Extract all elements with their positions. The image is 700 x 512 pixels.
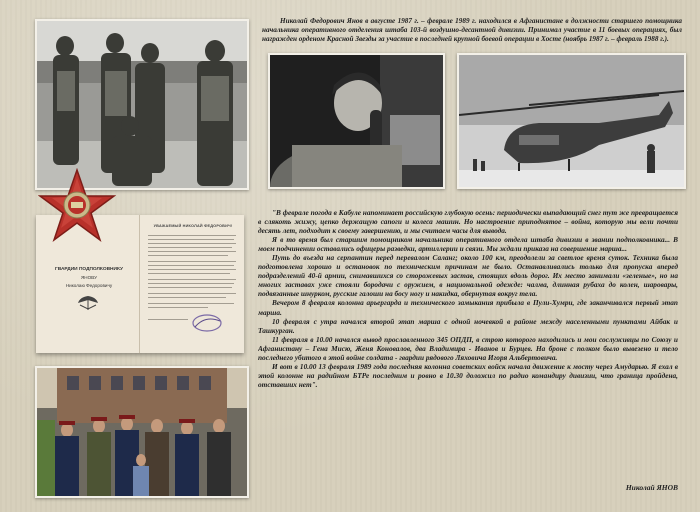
memoir-paragraph: 11 февраля в 10.00 начался вывод прославленного 345 ОПДП, в строю которого находились и мои сослуживцы по Союзу и Афганистану – Гена Мисю, Женя Коновалов, два Владимира - Иванов и Бурцев. На броне с полком было вывезено и тело последнего убитого в этой войне солдата - гвардии рядового Ляховича Игоря Альбертовича.	[258, 334, 678, 362]
memoir-text	[258, 208, 678, 484]
memoir-paragraph: "В феврале погода в Кабуле напоминает российскую глубокую осень: периодически выпадающий снег тут же превращается в слякоть жижу, цепко держащую сапоги и колеса машин. Но настроение приподнятое – война, которую мы вели почти десять лет, подходит к своему завершению, и мы считаем часы для вывода.	[258, 208, 678, 236]
certificate-heading: УВАЖАЕМЫЙ НИКОЛАЙ ФЕДОРОВИЧ!	[153, 224, 233, 228]
helicopter-photo	[457, 53, 686, 189]
certificate-given-names: Николаю Федоровичу	[65, 283, 113, 288]
veterans-color-photo	[35, 366, 249, 498]
soldiers-group-photo	[35, 19, 249, 190]
red-star-order-icon	[38, 168, 116, 244]
memoir-paragraph: 10 февраля с утра начался второй этап марша с одной ночевкой в районе между населенными пунктами Айбак и Ташкурган.	[258, 316, 678, 335]
memoir-paragraph: Я в то время был старшим помощником начальника оперативного отдела штаба дивизии в звании подполковника... В моем подчинении оставались офицеры разведки, артиллерии и связи. Мы ждали приказа на совершение марша...	[258, 235, 678, 254]
certificate-title: ГВАРДИИ ПОДПОЛКОВНИКУ	[55, 267, 123, 272]
intro-paragraph: Николай Федорович Янов в августе 1987 г. – феврале 1989 г. находился в Афганистане в должности старшего помощника начальника оперативного отделения штаба 103-й воздушно-десантной дивизии. Принимал участие в 11 боевых операциях, был награжден орденом Красной Звезды за участие в последней крупной боевой операции в Хосте (ноябрь 1987 г. – февраль 1988 г.).	[262, 17, 682, 44]
certificate-surname: ЯНОВУ	[80, 275, 98, 280]
certificate-letter	[140, 215, 244, 353]
stamp-seal-icon	[190, 313, 224, 333]
paratrooper-emblem-icon	[76, 295, 100, 311]
memoir-paragraph: Путь до въезда на серпантин перед перевалом Саланг; около 100 км, преодолели за светлое время суток. Техника была подготовлена хорошо и остановок по техническим причинам не было. Останавливались только для пропуска вперед подразделений 40-й армии, снимавшихся со сторожевых застав, стоящих вдоль дорог. Их место занимали «зеленые», но на многих заставах уже стояли бородачи с оружием, в национальной одежде: чалма, длинная рубаха до колен, шаровары, подвязанные шнурком, русские галоши на босу ногу и накидка, обернутая вокруг тела.	[258, 253, 678, 299]
memoir-paragraph: И вот в 10.00 13 февраля 1989 года последняя колонна советских войск начала движение к мосту через Амударью. Я ехал в этой колонне на радийном БТРе последним и ровно в 10.30 доложил по радио командиру дивизии, что граница пройдена, отставших нет".	[258, 361, 678, 389]
author-signature: Николай ЯНОВ	[625, 483, 678, 492]
memoir-paragraph: Вечером 8 февраля колонна арьергарда и технического замыкания прибыла в Пули-Хумри, где заканчивался первый этап марша.	[258, 298, 678, 317]
officer-on-phone-photo	[268, 53, 445, 189]
